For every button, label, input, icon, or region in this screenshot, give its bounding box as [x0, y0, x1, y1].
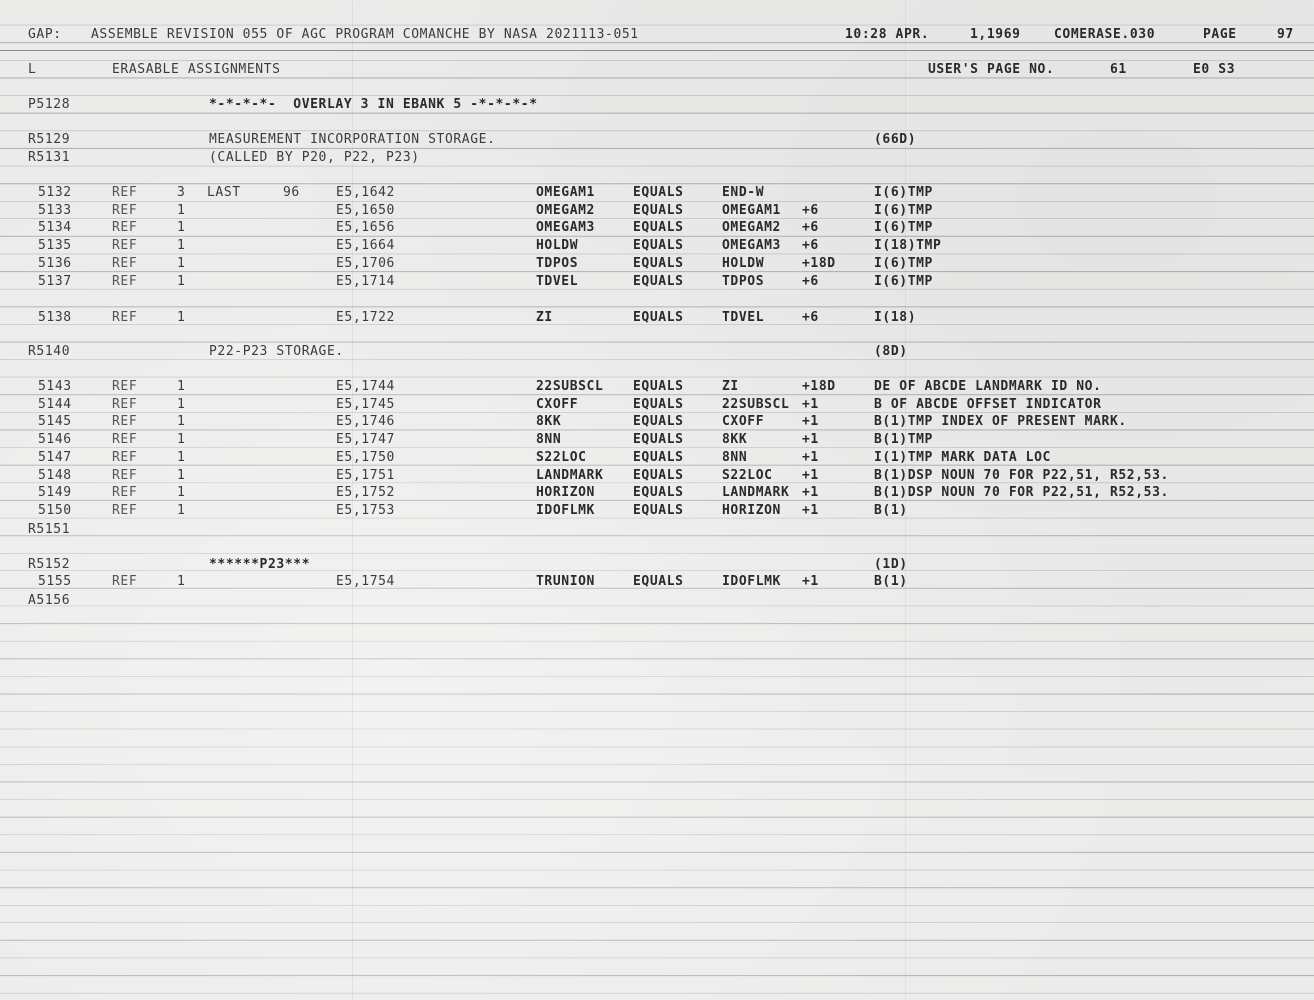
comment: B(1)	[874, 574, 908, 589]
users-page-number: 61	[1110, 62, 1127, 77]
ref-label: REF	[112, 379, 138, 394]
symbol-name: HORIZON	[536, 485, 595, 501]
ref-label: REF	[112, 432, 138, 448]
last-label: LAST	[207, 185, 241, 200]
opcode: EQUALS	[633, 502, 684, 518]
erasable-address: E5,1750	[336, 449, 395, 465]
comment: I(1)TMP MARK DATA LOC	[874, 449, 1051, 465]
erasable-address: E5,1650	[336, 202, 395, 218]
ref-label: REF	[112, 310, 138, 325]
log-letter: L	[28, 62, 37, 77]
line-number: 5145	[38, 414, 72, 430]
opcode: EQUALS	[633, 273, 684, 289]
opcode: EQUALS	[633, 185, 684, 200]
gap-label: GAP:	[28, 27, 62, 42]
opcode: EQUALS	[633, 432, 684, 448]
section-heading: P22-P23 STORAGE.	[209, 344, 344, 359]
operand: TDPOS	[722, 273, 765, 289]
symbol-name: OMEGAM2	[536, 202, 595, 218]
line-number: 5147	[38, 449, 72, 465]
operand: TDVEL	[722, 310, 765, 325]
operand: CXOFF	[722, 414, 765, 430]
erasable-address: E5,1753	[336, 502, 395, 518]
ref-label: REF	[112, 220, 138, 236]
section-title: ERASABLE ASSIGNMENTS	[112, 62, 281, 77]
line-number: 5149	[38, 485, 72, 501]
opcode: EQUALS	[633, 414, 684, 430]
line-number: 5148	[38, 467, 72, 483]
ref-count: 3	[177, 185, 186, 200]
offset: +1	[802, 414, 819, 430]
line-number: 5138	[38, 310, 72, 325]
line-number: P5128	[28, 97, 71, 112]
bank-code: E0 S3	[1193, 62, 1236, 77]
opcode: EQUALS	[633, 202, 684, 218]
operand: 22SUBSCL	[722, 396, 790, 412]
comment: I(6)TMP	[874, 202, 933, 218]
line-number: R5151	[28, 522, 71, 537]
symbol-name: 22SUBSCL	[536, 379, 604, 394]
ref-label: REF	[112, 502, 138, 518]
erasable-address: E5,1706	[336, 255, 395, 271]
line-number: 5133	[38, 202, 72, 218]
erasable-address: E5,1745	[336, 396, 395, 412]
opcode: EQUALS	[633, 485, 684, 501]
ref-count: 1	[177, 449, 186, 465]
ref-count: 1	[177, 379, 186, 394]
comment: I(18)TMP	[874, 238, 942, 254]
symbol-name: TRUNION	[536, 574, 595, 589]
erasable-address: E5,1664	[336, 238, 395, 254]
ref-count: 1	[177, 220, 186, 236]
erasable-address: E5,1744	[336, 379, 395, 394]
symbol-name: ZI	[536, 310, 553, 325]
line-number: 5143	[38, 379, 72, 394]
symbol-name: CXOFF	[536, 396, 579, 412]
line-number: 5135	[38, 238, 72, 254]
offset: +6	[802, 220, 819, 236]
comment: I(6)TMP	[874, 273, 933, 289]
comment: I(6)TMP	[874, 185, 933, 200]
operand: ZI	[722, 379, 739, 394]
operand: HORIZON	[722, 502, 781, 518]
page-number: 97	[1277, 27, 1294, 42]
operand: OMEGAM3	[722, 238, 781, 254]
comment: I(18)	[874, 310, 917, 325]
erasable-address: E5,1642	[336, 185, 395, 200]
operand: 8NN	[722, 449, 748, 465]
ref-label: REF	[112, 396, 138, 412]
operand: S22LOC	[722, 467, 773, 483]
symbol-name: IDOFLMK	[536, 502, 595, 518]
offset: +1	[802, 396, 819, 412]
offset: +1	[802, 574, 819, 589]
comment: I(6)TMP	[874, 255, 933, 271]
offset: +18D	[802, 379, 836, 394]
offset: +1	[802, 502, 819, 518]
print-time: 10:28 APR.	[845, 27, 930, 42]
ref-count: 1	[177, 255, 186, 271]
offset: +6	[802, 202, 819, 218]
opcode: EQUALS	[633, 574, 684, 589]
opcode: EQUALS	[633, 220, 684, 236]
opcode: EQUALS	[633, 255, 684, 271]
line-number: R5152	[28, 557, 71, 572]
assemble-banner: ASSEMBLE REVISION 055 OF AGC PROGRAM COMANCHE BY NASA 2021113-051	[91, 27, 639, 42]
operand: OMEGAM1	[722, 202, 781, 218]
ref-count: 1	[177, 202, 186, 218]
erasable-address: E5,1722	[336, 310, 395, 325]
comment: I(6)TMP	[874, 220, 933, 236]
ref-label: REF	[112, 467, 138, 483]
ref-count: 1	[177, 414, 186, 430]
offset: +6	[802, 238, 819, 254]
opcode: EQUALS	[633, 449, 684, 465]
section-heading: ******P23***	[209, 557, 311, 572]
ref-label: REF	[112, 574, 138, 589]
ref-count: 1	[177, 574, 186, 589]
operand: HOLDW	[722, 255, 765, 271]
ref-label: REF	[112, 255, 138, 271]
offset: +1	[802, 449, 819, 465]
program-name: COMERASE.030	[1054, 27, 1156, 42]
ref-count: 1	[177, 432, 186, 448]
ref-count: 1	[177, 310, 186, 325]
comment: DE OF ABCDE LANDMARK ID NO.	[874, 379, 1102, 394]
word-count: (1D)	[874, 557, 908, 572]
ref-label: REF	[112, 202, 138, 218]
comment: B OF ABCDE OFFSET INDICATOR	[874, 396, 1102, 412]
erasable-address: E5,1747	[336, 432, 395, 448]
line-number: R5129	[28, 132, 71, 147]
comment: B(1)DSP NOUN 70 FOR P22,51, R52,53.	[874, 485, 1169, 501]
header-divider	[0, 50, 1314, 51]
symbol-name: TDPOS	[536, 255, 579, 271]
opcode: EQUALS	[633, 310, 684, 325]
erasable-address: E5,1751	[336, 467, 395, 483]
ref-count: 1	[177, 502, 186, 518]
section-note: (CALLED BY P20, P22, P23)	[209, 150, 420, 165]
print-date: 1,1969	[970, 27, 1021, 42]
ref-label: REF	[112, 414, 138, 430]
line-number: 5134	[38, 220, 72, 236]
ref-label: REF	[112, 185, 138, 200]
erasable-address: E5,1754	[336, 574, 395, 589]
opcode: EQUALS	[633, 379, 684, 394]
symbol-name: HOLDW	[536, 238, 579, 254]
opcode: EQUALS	[633, 396, 684, 412]
offset: +18D	[802, 255, 836, 271]
line-number: 5136	[38, 255, 72, 271]
opcode: EQUALS	[633, 467, 684, 483]
line-number: 5155	[38, 574, 72, 589]
line-number: A5156	[28, 593, 71, 608]
symbol-name: OMEGAM3	[536, 220, 595, 236]
symbol-name: S22LOC	[536, 449, 587, 465]
ref-count: 1	[177, 238, 186, 254]
offset: +6	[802, 273, 819, 289]
erasable-address: E5,1752	[336, 485, 395, 501]
last-number: 96	[283, 185, 300, 200]
line-number: 5146	[38, 432, 72, 448]
word-count: (66D)	[874, 132, 917, 147]
line-number: 5137	[38, 273, 72, 289]
erasable-address: E5,1714	[336, 273, 395, 289]
operand: 8KK	[722, 432, 748, 448]
opcode: EQUALS	[633, 238, 684, 254]
ref-count: 1	[177, 467, 186, 483]
offset: +1	[802, 485, 819, 501]
line-number: R5131	[28, 150, 71, 165]
offset: +6	[802, 310, 819, 325]
comment: B(1)TMP INDEX OF PRESENT MARK.	[874, 414, 1127, 430]
operand: LANDMARK	[722, 485, 790, 501]
ref-label: REF	[112, 273, 138, 289]
operand: IDOFLMK	[722, 574, 781, 589]
users-page-label: USER'S PAGE NO.	[928, 62, 1055, 77]
overlay-banner: *-*-*-*- OVERLAY 3 IN EBANK 5 -*-*-*-*	[209, 97, 538, 112]
comment: B(1)DSP NOUN 70 FOR P22,51, R52,53.	[874, 467, 1169, 483]
line-number: R5140	[28, 344, 71, 359]
comment: B(1)	[874, 502, 908, 518]
symbol-name: 8KK	[536, 414, 562, 430]
page-label: PAGE	[1203, 27, 1237, 42]
offset: +1	[802, 467, 819, 483]
erasable-address: E5,1746	[336, 414, 395, 430]
symbol-name: 8NN	[536, 432, 562, 448]
operand: END-W	[722, 185, 765, 200]
ref-label: REF	[112, 449, 138, 465]
symbol-name: LANDMARK	[536, 467, 604, 483]
ref-label: REF	[112, 485, 138, 501]
operand: OMEGAM2	[722, 220, 781, 236]
ref-count: 1	[177, 485, 186, 501]
erasable-address: E5,1656	[336, 220, 395, 236]
symbol-name: OMEGAM1	[536, 185, 595, 200]
line-number: 5144	[38, 396, 72, 412]
ref-label: REF	[112, 238, 138, 254]
ref-count: 1	[177, 396, 186, 412]
section-heading: MEASUREMENT INCORPORATION STORAGE.	[209, 132, 496, 147]
offset: +1	[802, 432, 819, 448]
word-count: (8D)	[874, 344, 908, 359]
ref-count: 1	[177, 273, 186, 289]
comment: B(1)TMP	[874, 432, 933, 448]
line-number: 5150	[38, 502, 72, 518]
symbol-name: TDVEL	[536, 273, 579, 289]
line-number: 5132	[38, 185, 72, 200]
